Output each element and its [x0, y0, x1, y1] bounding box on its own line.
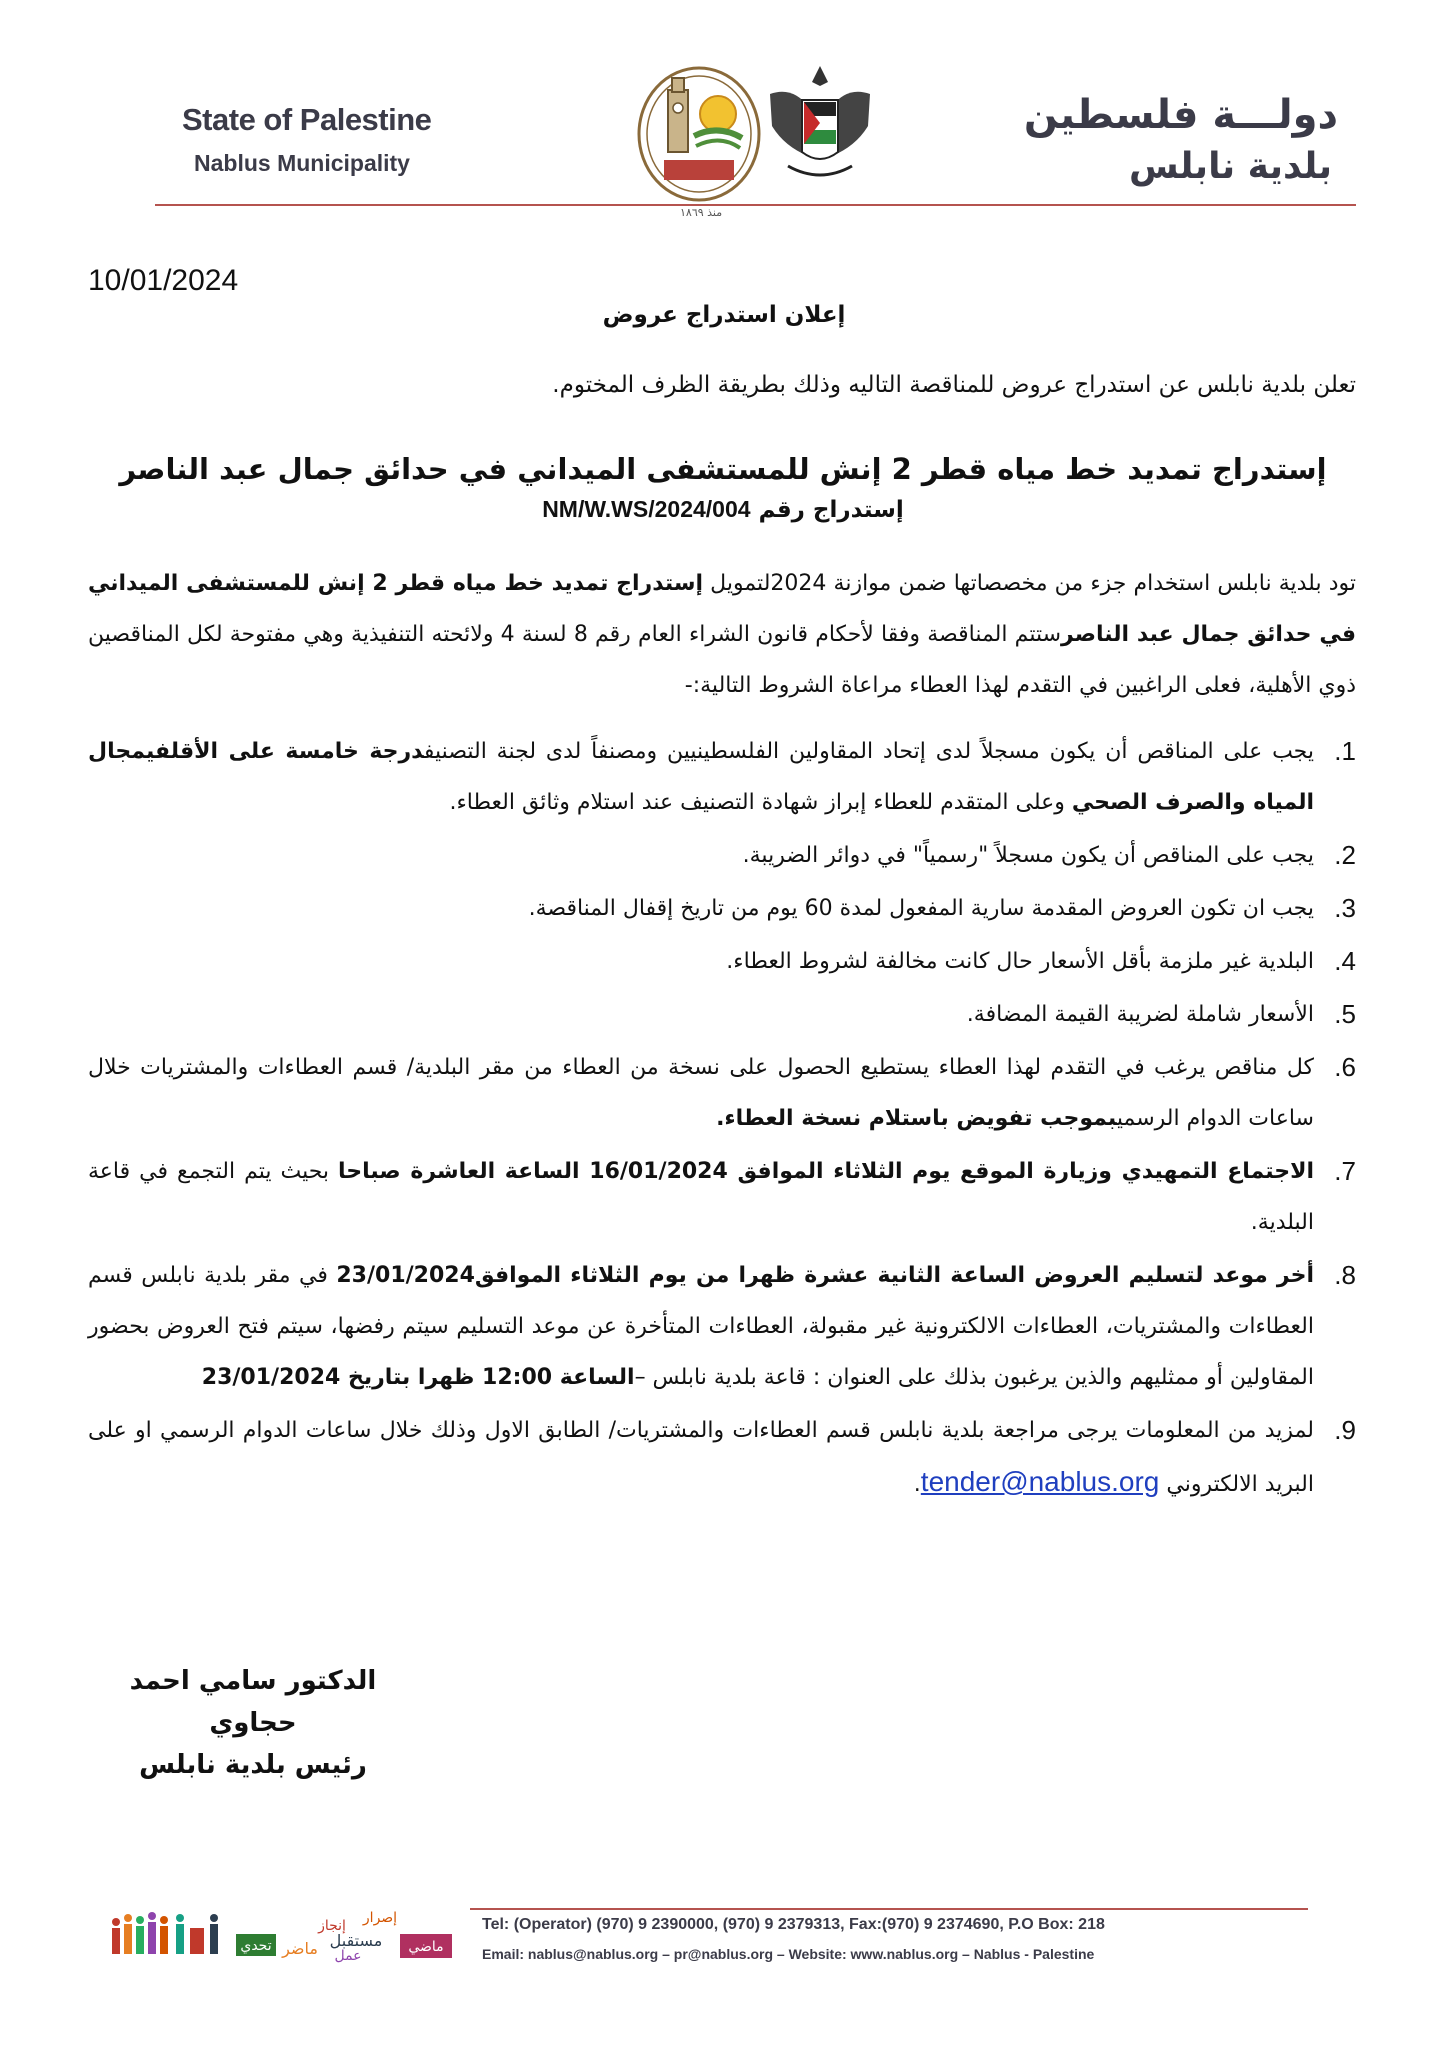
tender-reference: [88, 496, 1358, 523]
condition-item: [88, 726, 1356, 828]
tender-reference-label: إستدراج رقم: [758, 497, 904, 523]
header-state-ar: دولـــة فلسطين: [1023, 92, 1338, 138]
condition-text: بحيث يتم التجمع في قاعة البلدية.: [88, 1159, 1314, 1235]
tender-email-link[interactable]: tender@nablus.org: [920, 1466, 1160, 1497]
announcement-intro: تعلن بلدية نابلس عن استدراج عروض للمناقصة التاليه وذلك بطريقة الظرف المختوم.: [552, 372, 1356, 398]
condition-number: 9.: [1334, 1415, 1356, 1445]
condition-text: .: [913, 1472, 921, 1497]
footer-slogan-figures-icon: [110, 1900, 460, 1970]
main-paragraph-text-1: تود بلدية نابلس استخدام جزء من مخصصاتها ضمن موازنة 2024لتمويل: [703, 571, 1356, 596]
condition-number: 2.: [1334, 840, 1356, 870]
condition-item: [88, 1042, 1356, 1144]
slogan-word: عمل: [334, 1948, 362, 1964]
signatory-position: رئيس بلدية نابلس: [139, 1750, 367, 1780]
conditions-list: [88, 726, 1356, 1512]
header-municipality-en: Nablus Municipality: [194, 150, 410, 176]
condition-text: كل مناقص يرغب في التقدم لهذا العطاء يستطيع الحصول على نسخة من العطاء من مقر البلدية/ قسم العطاءات والمشتريات خلال ساعات الدوام الرسمي: [88, 1055, 1314, 1131]
condition-text: في مقر بلدية نابلس قسم العطاءات والمشتريات، العطاءات الالكترونية غير مقبولة، العطاءات المتأخرة عن موعد التسليم سيتم رفضها، سيتم فتح العروض بحضور المقاولين أو ممثليهم والذين يرغبون بذلك على العنوان : قاعة بلدية نابلس –: [88, 1263, 1314, 1390]
condition-item: [88, 1250, 1356, 1403]
condition-item: [88, 1405, 1356, 1510]
condition-text: يجب على المناقص أن يكون مسجلاً "رسمياً" في دوائر الضريبة.: [742, 843, 1314, 868]
header-divider: [155, 204, 1356, 206]
tender-subject: إستدراج تمديد خط مياه قطر 2 إنش للمستشفى الميداني في حدائق جمال عبد الناصر: [119, 452, 1327, 486]
condition-text: وعلى المتقدم للعطاء إبراز شهادة التصنيف عند استلام وثائق العطاء.: [449, 790, 1072, 815]
header-municipality-ar: بلدية نابلس: [1128, 146, 1332, 187]
condition-number: 8.: [1334, 1260, 1356, 1290]
tender-reference-code: NM/W.WS/2024/004: [542, 496, 751, 522]
condition-number: 4.: [1334, 946, 1356, 976]
main-paragraph-text-2: ستتم المناقصة وفقا لأحكام قانون الشراء العام رقم 8 لسنة 4 ولائحته التنفيذية وهي مفتوحة لكل المناقصين ذوي الأهلية، فعلى الراغبين في التقدم لهذا العطاء مراعاة الشروط التالية:-: [88, 622, 1356, 698]
document-date: 10/01/2024: [88, 264, 239, 297]
footer-divider: [470, 1908, 1308, 1910]
slogan-word: مستقبل: [329, 1931, 383, 1950]
announcement-title: إعلان استدراج عروض: [602, 302, 846, 328]
condition-bold-text: درجة خامسة على الأقلفيمجال المياه والصرف الصحي: [88, 739, 1314, 815]
municipality-seal-icon: [634, 64, 764, 204]
condition-text: البلدية غير ملزمة بأقل الأسعار حال كانت مخالفة لشروط العطاء.: [726, 949, 1314, 974]
main-paragraph: [88, 558, 1356, 711]
footer-contact-info: Email: nablus@nablus.org – pr@nablus.org – Website: www.nablus.org – Nablus - Palestine: [482, 1946, 1095, 1962]
slogan-word: ماضي: [408, 1939, 444, 1955]
condition-number: 5.: [1334, 999, 1356, 1029]
condition-number: 3.: [1334, 893, 1356, 923]
slogan-word: إنجاز: [318, 1918, 346, 1934]
condition-text: لمزيد من المعلومات يرجى مراجعة بلدية نابلس قسم العطاءات والمشتريات/ الطابق الاول وذلك خلال ساعات الدوام الرسمي او على البريد الالكتروني: [88, 1418, 1314, 1497]
condition-text: يجب على المناقص أن يكون مسجلاً لدى إتحاد المقاولين الفلسطينيين ومصنفاً لدى لجنة التصنيف: [423, 739, 1315, 764]
signatory-name: الدكتور سامي احمد حجاوي: [129, 1666, 377, 1738]
condition-number: 7.: [1334, 1156, 1356, 1186]
condition-number: 6.: [1334, 1052, 1356, 1082]
condition-bold-text: الاجتماع التمهيدي وزيارة الموقع يوم الثلاثاء الموافق 16/01/2024 الساعة العاشرة صباحا: [338, 1159, 1314, 1184]
slogan-word: تحدي: [240, 1938, 272, 1954]
condition-text: الأسعار شاملة لضريبة القيمة المضافة.: [966, 1002, 1314, 1027]
signature-block: [88, 1660, 418, 1786]
condition-bold-text: الساعة 12:00 ظهرا بتاريخ 23/01/2024: [201, 1365, 635, 1390]
footer-phone-info: Tel: (Operator) (970) 9 2390000, (970) 9 2379313, Fax:(970) 9 2374690, P.O Box: 218: [482, 1916, 1105, 1933]
slogan-word: ماضر: [282, 1939, 318, 1958]
palestine-eagle-emblem-icon: [762, 56, 878, 186]
condition-number: 1.: [1334, 736, 1356, 766]
seal-caption: منذ ١٨٦٩: [680, 206, 723, 219]
header-state-en: State of Palestine: [182, 102, 432, 137]
condition-item: [88, 1146, 1356, 1248]
condition-bold-text: أخر موعد لتسليم العروض الساعة الثانية عشرة ظهرا من يوم الثلاثاء الموافق23/01/2024: [336, 1263, 1314, 1288]
slogan-word: إصرار: [362, 1910, 398, 1926]
condition-item: [88, 989, 1356, 1040]
condition-item: [88, 830, 1356, 881]
condition-item: [88, 936, 1356, 987]
main-paragraph-bold: إستدراج تمديد خط مياه قطر 2 إنش للمستشفى الميداني في حدائق جمال عبد الناصر: [88, 571, 1357, 647]
condition-text: يجب ان تكون العروض المقدمة سارية المفعول لمدة 60 يوم من تاريخ إقفال المناقصة.: [528, 896, 1314, 921]
condition-item: [88, 883, 1356, 934]
condition-bold-text: بموجب تفويض باستلام نسخة العطاء.: [716, 1106, 1117, 1131]
